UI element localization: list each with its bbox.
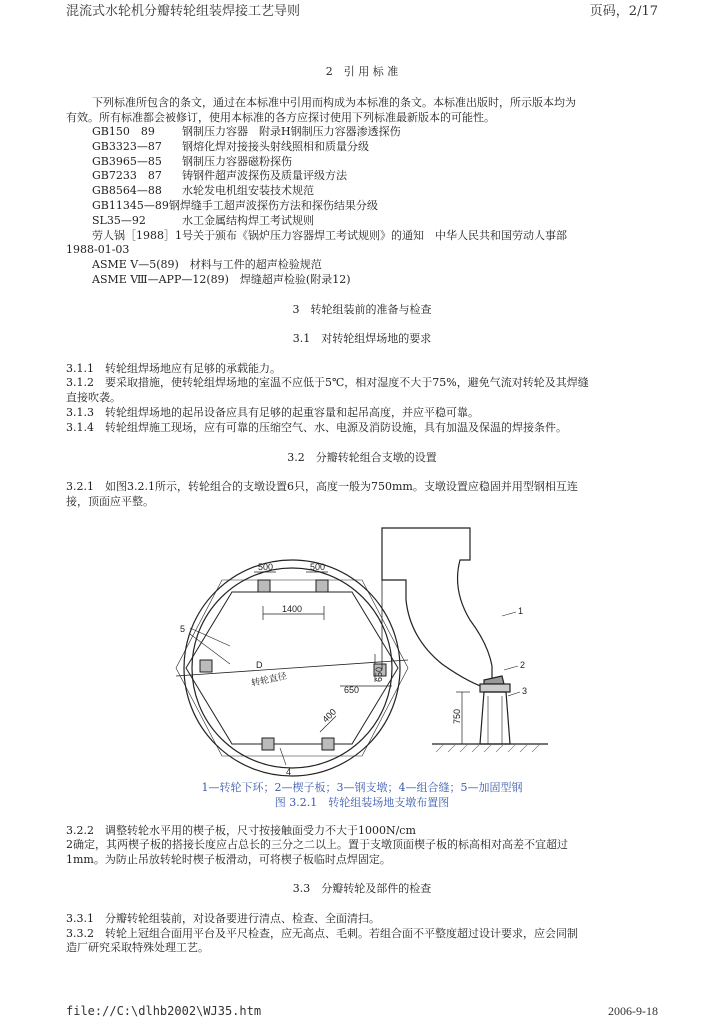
steel-pedestal: [316, 580, 328, 592]
standard-item: GB3323—87 钢熔化焊对接接头射线照相和质量分级: [92, 140, 369, 153]
dim-1400: 1400: [282, 604, 303, 614]
standard-item: SL35—92 水工金属结构焊工考试规则: [92, 214, 314, 227]
section-3-3-heading: 3.3 分瓣转轮及部件的检查: [292, 882, 432, 895]
label-1: 1: [518, 606, 524, 616]
page-header: [66, 0, 658, 18]
steel-pedestal: [200, 660, 212, 672]
asme-item: ASME Ⅴ—5(89) 材料与工件的超声检验规范: [92, 258, 322, 271]
standard-item: GB150 89 钢制压力容器 附录H钢制压力容器渗透探伤: [92, 125, 401, 138]
standard-item: GB11345—89钢焊缝手工超声波探伤方法和探伤结果分级: [92, 199, 378, 212]
file-path: file://C:\dlhb2002\WJ35.htm: [66, 1004, 262, 1018]
clause-3-3-1: 3.3.1 分瓣转轮组装前，对设备要进行清点、检查、全面清扫。: [66, 912, 380, 925]
clause-3-2-2: 3.2.2 调整转轮水平用的楔子板，尺寸按接触面受力不大于1000N/cm: [66, 824, 416, 837]
clause-3-1-2: 3.1.2 要采取措施，使转轮组焊场地的室温不应低于5℃，相对湿度不大于75%，避免气流对转轮及其焊缝: [66, 376, 589, 389]
clause-3-3-2: 3.3.2 转轮上冠组合面用平台及平尺检查，应无高点、毛刺。若组合面不平整度超过设计要求，应会同制: [66, 927, 578, 940]
document-title: 混流式水轮机分瓣转轮组装焊接工艺导则: [66, 4, 301, 19]
dim-750: 750: [452, 708, 462, 724]
section-3-heading: 3 转轮组装前的准备与检查: [292, 303, 432, 316]
label-2: 2: [520, 660, 526, 670]
label-4: 4: [286, 767, 292, 777]
pedestal-body: [480, 692, 510, 744]
sec2-intro-line1: 下列标准所包含的条文，通过在本标准中引用而构成为本标准的条文。本标准出版时，所示版本均为: [92, 96, 576, 109]
runner-section: [382, 528, 492, 690]
print-date: 2006-9-18: [608, 1004, 658, 1018]
clause-3-2-1-cont: 接，顶面应平整。: [66, 495, 154, 508]
wedge-plate: [484, 676, 504, 684]
diameter-label: 转轮直径: [250, 670, 288, 688]
pedestal-top: [480, 684, 510, 692]
figure-3-2-1: [170, 520, 570, 780]
dim-400: 400: [320, 706, 339, 725]
dim-650-vertical: 650: [374, 666, 384, 682]
dim-650: 650: [344, 685, 360, 695]
clause-3-1-1: 3.1.1 转轮组焊场地应有足够的承载能力。: [66, 362, 281, 375]
diameter-label-d: D: [256, 660, 263, 670]
clause-3-1-2-cont: 直接吹袭。: [66, 391, 121, 404]
section-2-heading: 2 引 用 标 准: [325, 65, 399, 78]
sec2-intro-line2: 有效。所有标准都会被修订，使用本标准的各方应探讨使用下列标准最新版本的可能性。: [66, 111, 495, 124]
standard-item: GB8564—88 水轮发电机组安装技术规范: [92, 184, 314, 197]
labor-regulation-date: 1988-01-03: [66, 243, 130, 256]
clause-3-1-3: 3.1.3 转轮组焊场地的起吊设备应具有足够的起重容量和起吊高度，并应平稳可靠。: [66, 406, 479, 419]
clause-3-3-2-cont: 造厂研究采取特殊处理工艺。: [66, 941, 209, 954]
page-number: 页码，2/17: [589, 4, 658, 19]
steel-pedestal: [322, 738, 334, 750]
figure-caption: 图 3.2.1 转轮组装场地支墩布置图: [274, 796, 450, 809]
dim-500-left: 500: [258, 562, 274, 572]
dim-500-right: 500: [310, 562, 326, 572]
steel-pedestal: [262, 738, 274, 750]
section-3-1-heading: 3.1 对转轮组焊场地的要求: [292, 332, 432, 345]
section-3-2-heading: 3.2 分瓣转轮组合支墩的设置: [287, 451, 437, 464]
page-footer: [66, 1004, 658, 1020]
asme-item: ASME Ⅷ—APP—12(89) 焊缝超声检验(附录12): [92, 273, 351, 286]
steel-pedestal: [258, 580, 270, 592]
clause-3-2-2-cont2: 1mm。为防止吊放转轮时楔子板滑动，可将楔子板临时点焊固定。: [66, 853, 391, 866]
label-5: 5: [180, 624, 186, 634]
standard-item: GB7233 87 铸钢件超声波探伤及质量评级方法: [92, 169, 347, 182]
labor-regulation: 劳人锅［1988］1号关于颁布《锅炉压力容器焊工考试规则》的通知 中华人民共和国劳动人事部: [92, 229, 567, 242]
figure-legend: 1—转轮下环；2—楔子板；3—钢支墩；4—组合缝；5—加固型钢: [201, 781, 523, 794]
label-3: 3: [522, 686, 528, 696]
clause-3-1-4: 3.1.4 转轮组焊施工现场，应有可靠的压缩空气、水、电源及消防设施，具有加温及保温的焊接条件。: [66, 421, 567, 434]
clause-3-2-2-cont1: 2确定，其两楔子板的搭接长度应占总长的三分之二以上。置于支墩顶面楔子板的标高相对高差不宜超过: [66, 838, 568, 851]
clause-3-2-1: 3.2.1 如图3.2.1所示，转轮组合的支墩设置6只，高度一般为750mm。支墩设置应稳固并用型钢相互连: [66, 480, 578, 493]
standard-item: GB3965—85 钢制压力容器磁粉探伤: [92, 155, 292, 168]
